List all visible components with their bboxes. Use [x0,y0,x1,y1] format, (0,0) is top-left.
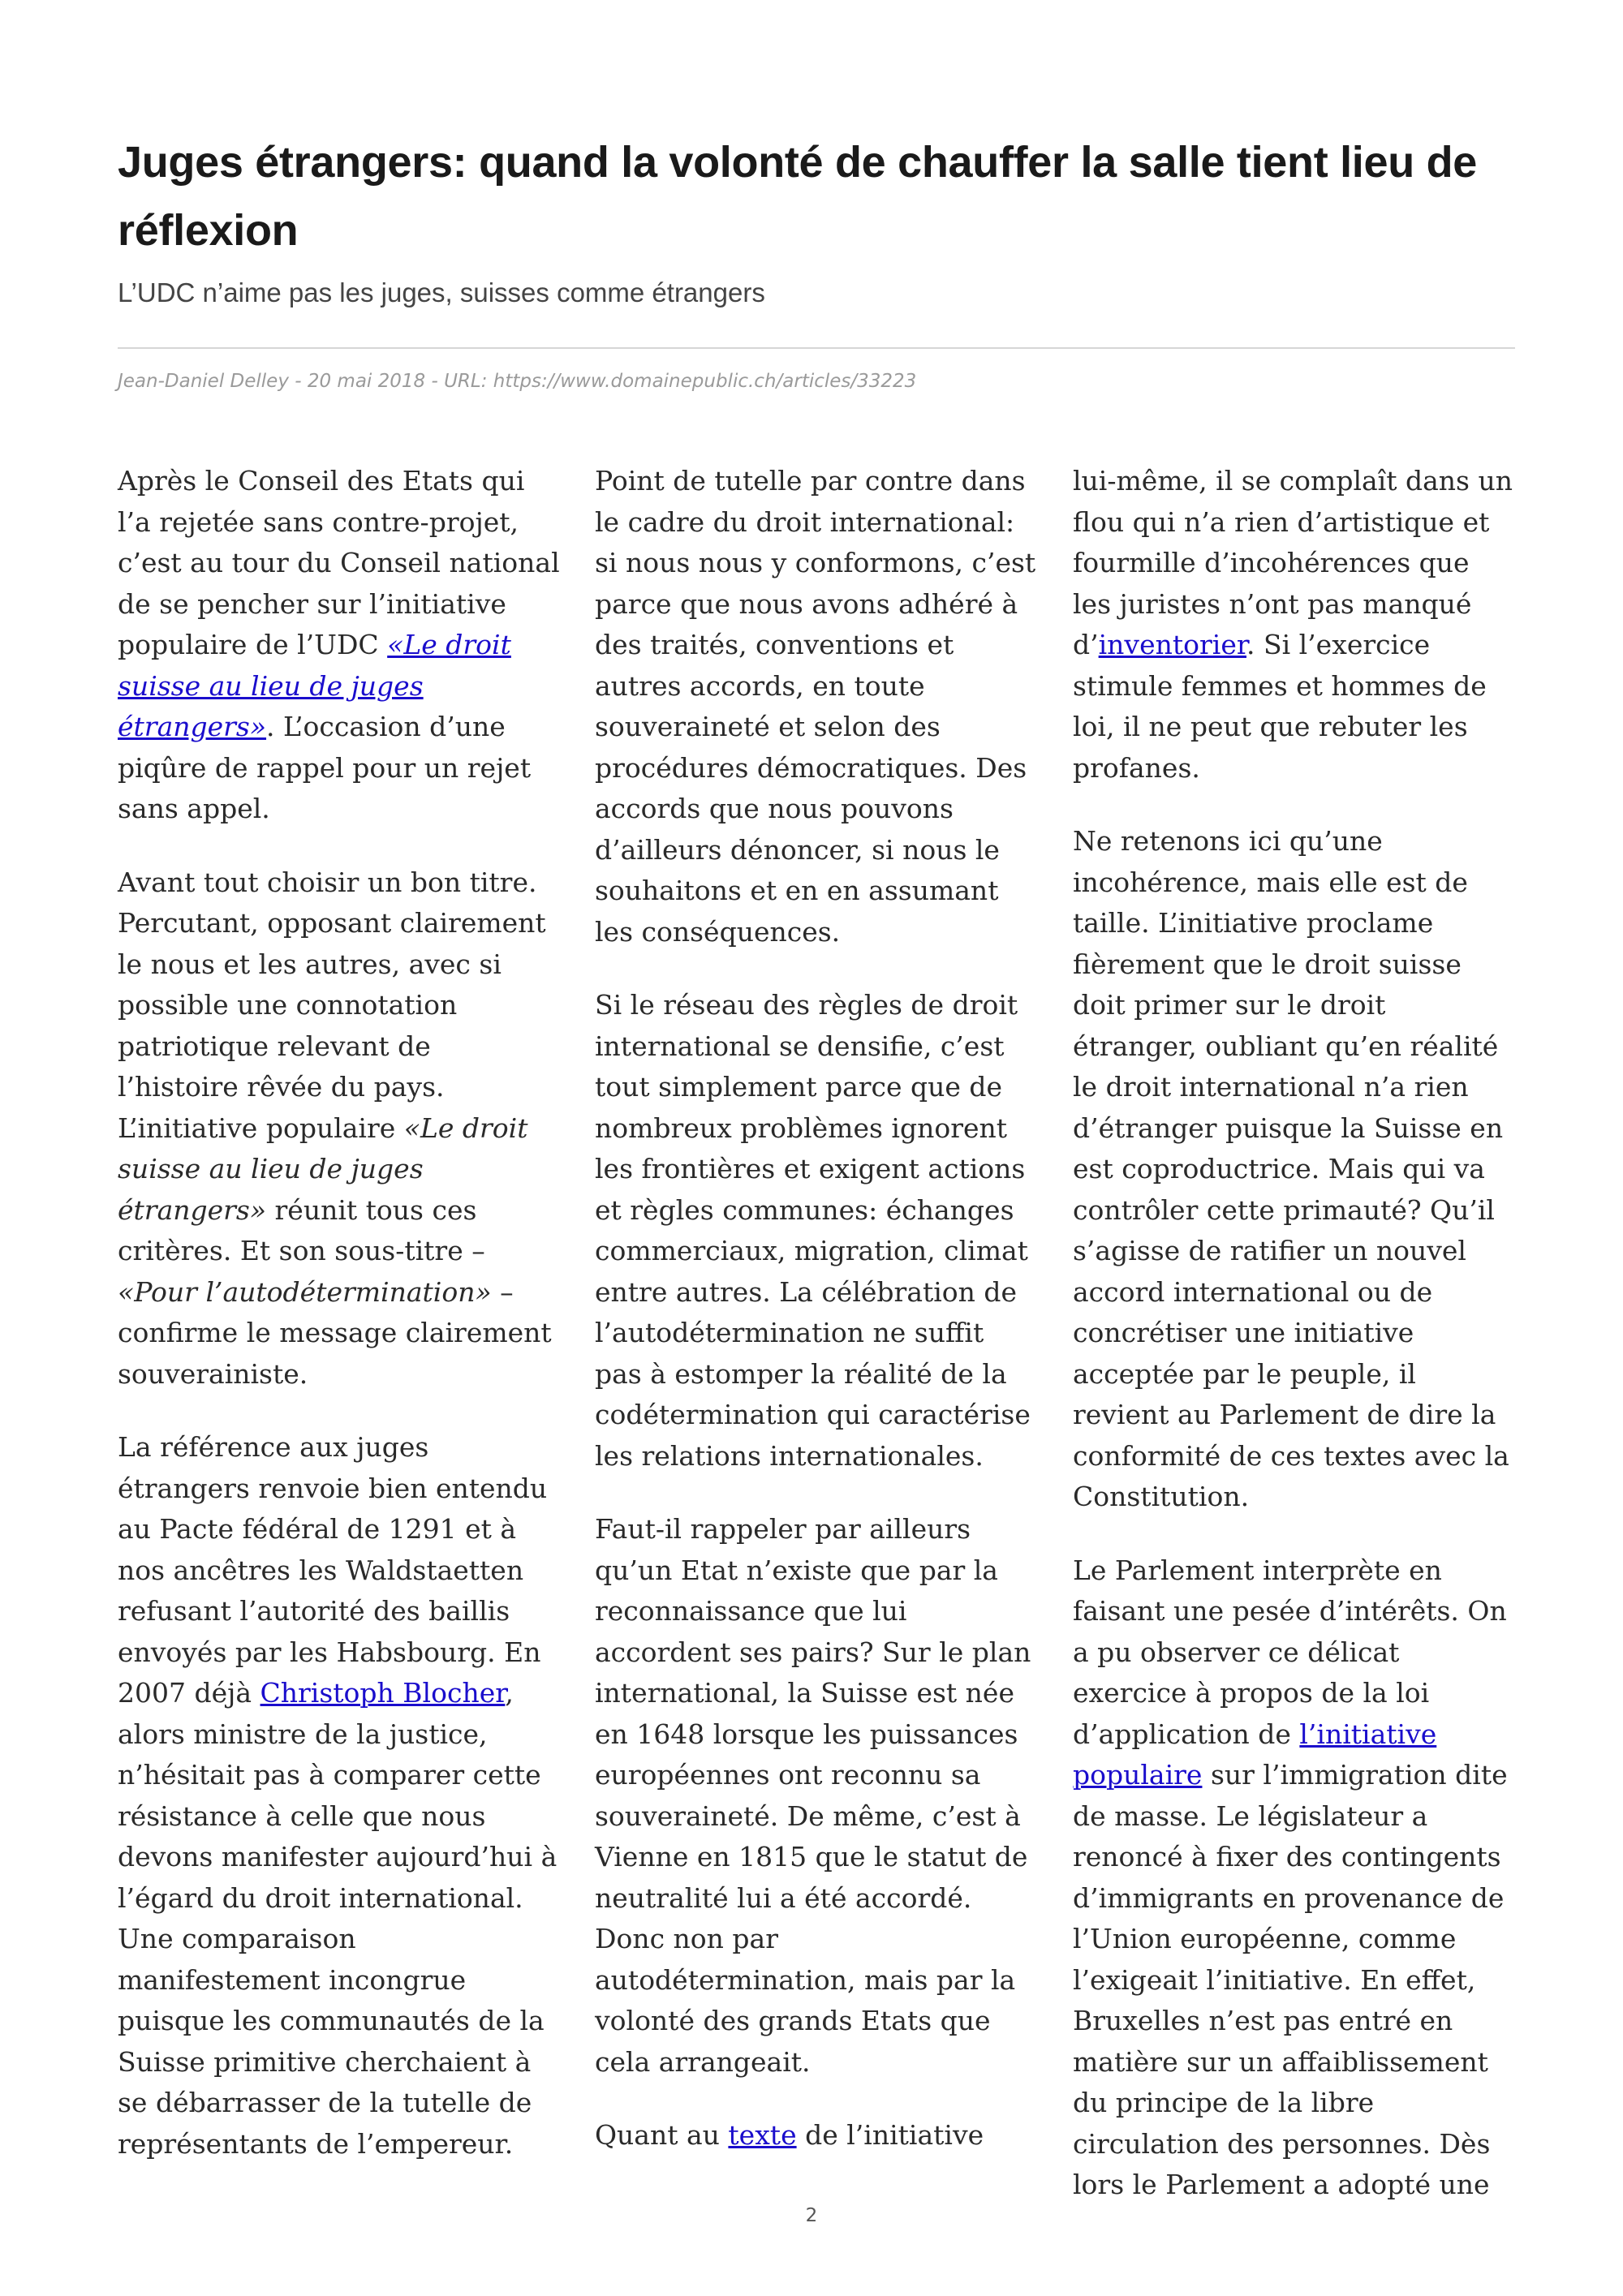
texte-link[interactable]: texte [728,2119,797,2151]
paragraph: Faut-il rappeler par ailleurs qu’un Etat n’existe que par la reconnaissance que lui accordent ses pairs? Sur le plan international, la Suisse est née en 1648 lorsque les puissances européennes ont reconnu sa souveraineté. De même, c’est à Vienne en 1815 que le statut de neutralité lui a été accordé. Donc non par autodétermination, mais par la volonté des grands Etats que cela arrangeait. [595,1513,1031,2078]
header-divider [118,347,1515,349]
paragraph: Point de tutelle par contre dans le cadre du droit international: si nous nous y conformons, c’est parce que nous avons adhéré à des traités, conventions et autres accords, en toute souveraineté et selon des procédures démocratiques. Des accords que nous pouvons d’ailleurs dénoncer, si nous le souhaitons et en en assumant les conséquences. [595,465,1036,948]
initiative-title-quote: «Le droit suisse au lieu de juges étrangers» [118,1111,528,1226]
paragraph: Si le réseau des règles de droit international se densifie, c’est tout simplement parce que de nombreux problèmes ignorent les frontières et exigent actions et règles communes: échanges commerciaux, migration, climat entre autres. La célébration de l’autodétermination ne suffit pas à estomper la réalité de la codétermination qui caractérise les relations internationales. [595,989,1031,1472]
paragraph: Ne retenons ici qu’une incohérence, mais elle est de taille. L’initiative proclame fièrement que le droit suisse doit primer sur le droit étranger, oubliant qu’en réalité le droit international n’a rien d’étranger puisque la Suisse en est coproductrice. Mais qui va contrôler cette primauté? Qu’il s’agisse de ratifier un nouvel accord international ou de concrétiser une initiative acceptée par le peuple, il revient au Parlement de dire la conformité de ces textes avec la Constitution. [1073,825,1509,1512]
initiative-title-link[interactable]: «Le droit suisse au lieu de juges étrangers» [118,629,511,742]
initiative-subtitle-quote: «Pour l’autodétermination» [118,1275,492,1308]
paragraph: lui-même, il se complaît dans un flou qui n’a rien d’artistique et fourmille d’incohérences que les juristes n’ont pas manqué d’inventorier. Si l’exercice stimule femmes et hommes de loi, il ne peut que rebuter les profanes. [1073,465,1513,784]
paragraph: Le Parlement interprète en faisant une pesée d’intérêts. On a pu observer ce délicat exercice à propos de la loi d’application de l’initiative populaire sur l’immigration dite de masse. Le législateur a renoncé à fixer des contingents d’immigrants en provenance de l’Union européenne, comme l’exigeait l’initiative. En effet, Bruxelles n’est pas entré en matière sur un affaiblissement du principe de la libre circulation des personnes. Dès lors le Parlement a adopté une [1073,1554,1508,2200]
paragraph: Avant tout choisir un bon titre. Percutant, opposant clairement le nous et les autres, avec si possible une connotation patriotique relevant de l’histoire rêvée du pays. L’initiative populaire «Le droit suisse au lieu de juges étrangers» réunit tous ces critères. Et son sous-titre – «Pour l’autodétermination» – confirme le message clairement souverainiste. [118,866,552,1390]
paragraph: La référence aux juges étrangers renvoie bien entendu au Pacte fédéral de 1291 et à nos ancêtres les Waldstaetten refusant l’autorité des baillis envoyés par les Habsbourg. En 2007 déjà Christoph Blocher, alors ministre de la justice, n’hésitait pas à comparer cette résistance à celle que nous devons manifester aujourd’hui à l’égard du droit international. Une comparaison manifestement incongrue puisque les communautés de la Suisse primitive cherchaient à se débarrasser de la tutelle de représentants de l’empereur. [118,1431,558,2160]
paragraph: Après le Conseil des Etats qui l’a rejetée sans contre-projet, c’est au tour du Conseil national de se pencher sur l’initiative populaire de l’UDC «Le droit suisse au lieu de juges étrangers». L’occasion d’une piqûre de rappel pour un rejet sans appel. [118,465,560,824]
text-column-1 [118,461,560,2197]
inventorier-link[interactable]: inventorier [1098,629,1246,660]
article-subtitle: L’UDC n’aime pas les juges, suisses comme étrangers [118,277,765,307]
text-column-2 [595,461,1037,2189]
initiative-populaire-link[interactable]: l’initiative populaire [1073,1718,1437,1791]
article-title: Juges étrangers: quand la volonté de chauffer la salle tient lieu de réflexion [118,138,1478,255]
text-column-3 [1073,461,1515,2238]
article-byline: Jean-Daniel Delley - 20 mai 2018 - URL: https://www.domainepublic.ch/articles/33223 [118,371,917,392]
paragraph: Quant au texte de l’initiative [595,2119,984,2151]
christoph-blocher-link[interactable]: Christoph Blocher [260,1677,506,1709]
page-number: 2 [805,2205,818,2226]
